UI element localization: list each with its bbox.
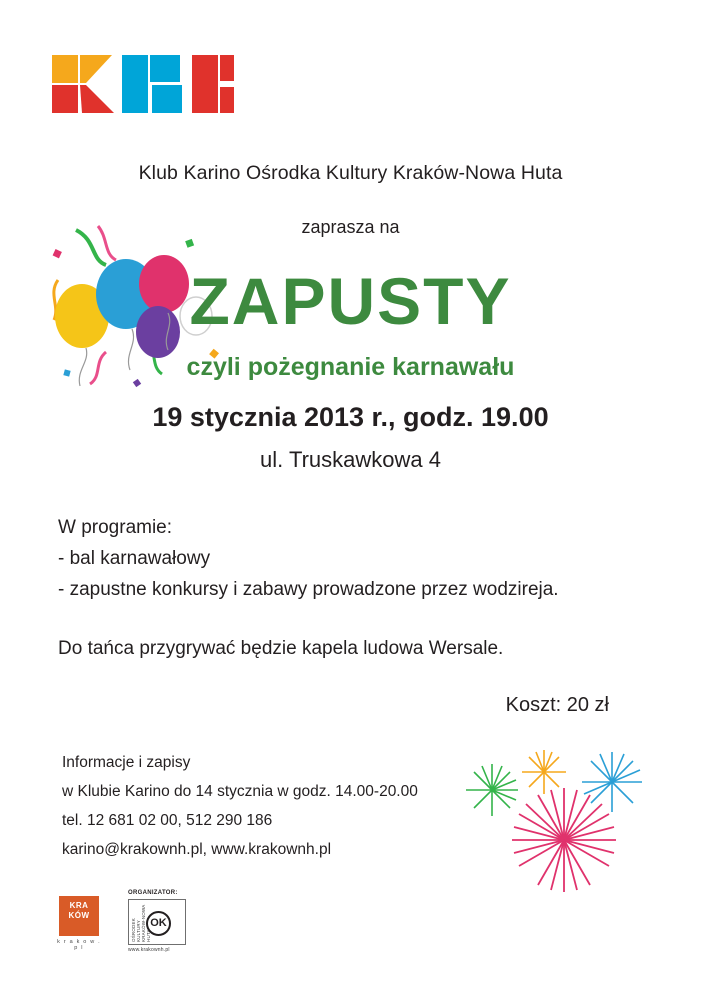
ok-website: www.krakownh.pl (128, 947, 170, 953)
krakow-logo-caption: k r a k o w . p l (57, 939, 101, 951)
ok-side-text: OŚRODEK KULTURY KRAKÓW-NOWA HUTA (131, 904, 151, 942)
krakow-logo-mark (59, 896, 99, 936)
contact-block (62, 748, 418, 864)
event-date: 19 stycznia 2013 r., godz. 19.00 (152, 402, 549, 432)
cost-line: Koszt: 20 zł (505, 694, 609, 716)
program-block (58, 512, 658, 605)
program-heading: W programie: (58, 517, 173, 538)
contact-email-web[interactable]: karino@krakownh.pl, www.krakownh.pl (62, 841, 332, 858)
organizer-logo (128, 890, 190, 954)
ok-circle-text: OK (146, 911, 171, 936)
event-address: ul. Truskawkowa 4 (260, 447, 441, 472)
invite-line: zaprasza na (301, 217, 400, 237)
music-line: Do tańca przygrywać będzie kapela ludowa Wersale. (58, 638, 504, 659)
ok-badge (128, 899, 186, 945)
contact-line-1: Informacje i zapisy (62, 754, 191, 771)
krk-logo (52, 55, 234, 113)
contact-phone: tel. 12 681 02 00, 512 290 186 (62, 812, 273, 829)
organizer-line: Klub Karino Ośrodka Kultury Kraków-Nowa Huta (138, 162, 563, 184)
program-item-1: - bal karnawałowy (58, 548, 211, 569)
contact-line-2: w Klubie Karino do 14 stycznia w godz. 14.00-20.00 (62, 783, 418, 800)
krakow-logo-text: KRA KÓW (68, 901, 90, 920)
organizer-label: ORGANIZATOR: (128, 890, 178, 896)
program-item-2: - zapustne konkursy i zabawy prowadzone przez wodzireja. (58, 579, 559, 600)
krakow-city-logo (56, 896, 102, 954)
fireworks-illustration (452, 742, 687, 902)
event-subtitle: czyli pożegnanie karnawału (186, 353, 515, 381)
event-title: ZAPUSTY (189, 264, 512, 338)
